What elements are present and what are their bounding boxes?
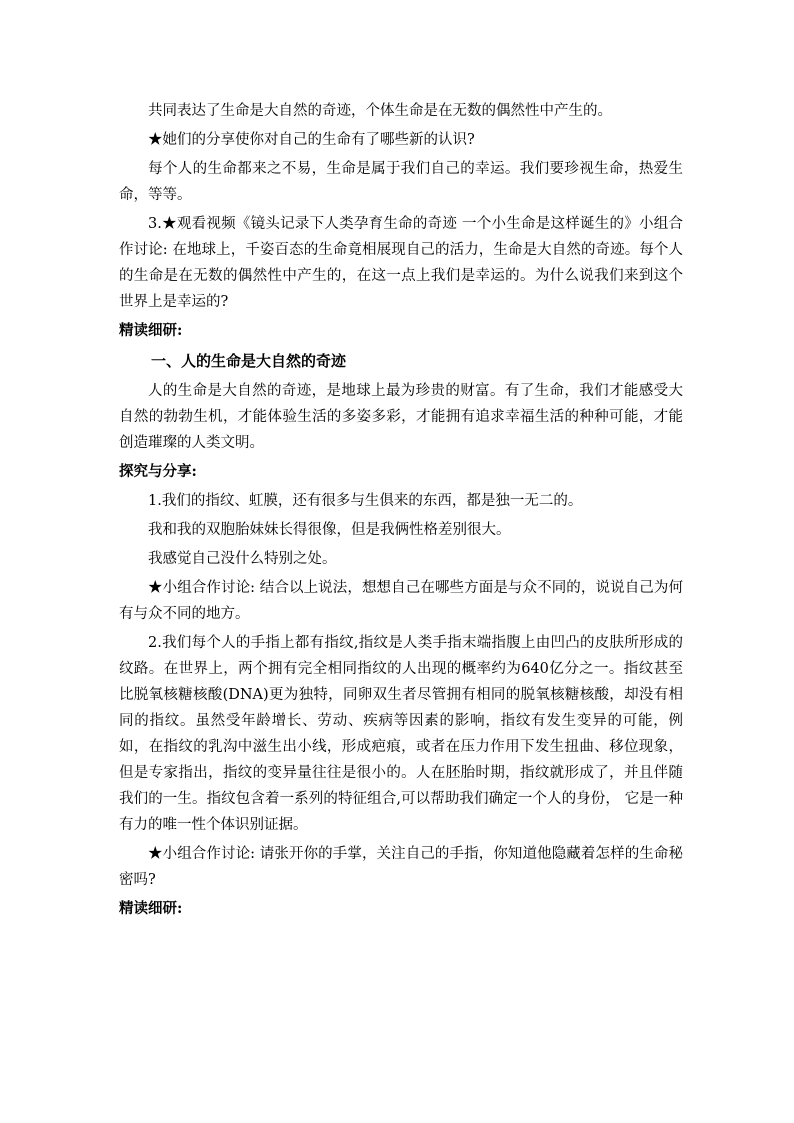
paragraph-video-discussion: 3.★观看视频《镜头记录下人类孕育生命的奇迹 一个小生命是这样诞生的》小组合作讨论: 在地球上，千姿百态的生命竟相展现自己的活力，生命是大自然的奇迹。每个人的生命是在无数的偶然性中产生的，在这一点上我们是幸运的。为什么说我们来到这个世界上是幸运的? [119,216,683,310]
paragraph-fingerprint-facts: 2.我们每个人的手指上都有指纹,指纹是人类手指末端指腹上由凹凸的皮肤所形成的纹路。在世界上，两个拥有完全相同指纹的人出现的概率约为640亿分之一。指纹甚至比脱氧核糖核酸(DNA)更为独特，同卵双生者尽管拥有相同的脱氧核糖核酸，却没有相同的指纹。虽然受年龄增长、劳动、疾病等因素的影响，指纹有发生变异的可能，例如，在指纹的乳沟中滋生出小线，形成疤痕，或者在压力作用下发生扭曲、移位现象，但是专家指出，指纹的变异量往往是很小的。人在胚胎时期，指纹就形成了，并且伴随我们的一生。指纹包含着一系列的特征组合,可以帮助我们确定一个人的身份， 它是一种有力的唯一性个体识别证据。 [119,635,683,833]
paragraph-life-is-precious: 人的生命是大自然的奇迹，是地球上最为珍贵的财富。有了生命，我们才能感受大自然的勃勃生机，才能体验生活的多姿多彩，才能拥有追求幸福生活的种种可能，才能创造璀璨的人类文明。 [119,383,683,451]
paragraph-group-discussion-palm: ★小组合作讨论: 请张开你的手掌，关注自己的手指，你知道他隐藏着怎样的生命秘密吗? [119,846,683,888]
paragraph-question-new-understanding: ★她们的分享使你对自己的生命有了哪些新的认识? [148,132,475,148]
subheading-life-is-miracle: 一、人的生命是大自然的奇迹 [151,352,347,370]
document-page [119,98,683,925]
paragraph-summary: 共同表达了生命是大自然的奇迹，个体生命是在无数的偶然性中产生的。 [148,103,612,119]
paragraph-twin-sister: 我和我的双胞胎妹妹长得很像，但是我俩性格差别很大。 [148,522,511,538]
paragraph-fingerprints-unique: 1.我们的指纹、虹膜，还有很多与生俱来的东西，都是独一无二的。 [148,493,583,509]
paragraph-group-discussion-different: ★小组合作讨论: 结合以上说法，想想自己在哪些方面是与众不同的，说说自己为何有与众不同的地方。 [119,580,683,622]
paragraph-nothing-special: 我感觉自己没什么特别之处。 [148,551,337,567]
section-heading-close-reading-2: 精读细研: [119,900,183,917]
paragraph-answer-cherish-life: 每个人的生命都来之不易，生命是属于我们自己的幸运。我们要珍视生命，热爱生命，等等。 [119,161,683,203]
section-heading-explore-share: 探究与分享: [119,463,197,480]
section-heading-close-reading: 精读细研: [119,322,183,339]
